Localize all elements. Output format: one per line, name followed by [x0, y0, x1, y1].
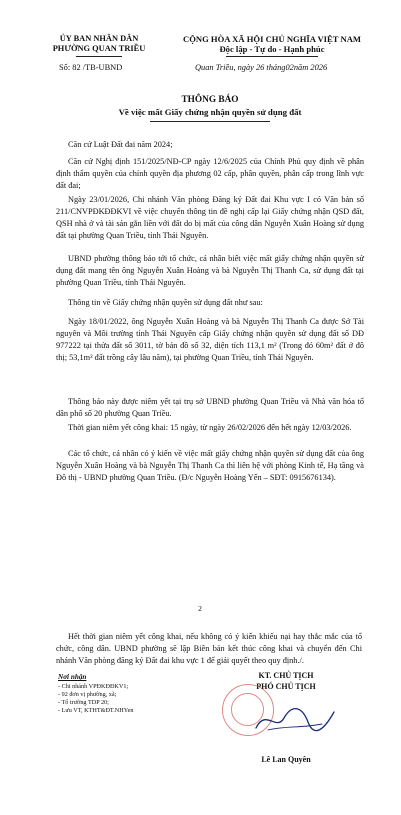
org-underline — [76, 56, 122, 57]
paragraph-posting-location: Thông báo này được niêm yết tại trụ sở UBND phường Quan Triều và Nhà văn hóa tổ dân phố số 20 phường Quan Triều. — [56, 397, 364, 418]
paragraph-posting-period: Thời gian niêm yết công khai: 15 ngày, từ ngày 26/02/2026 đến hết ngày 12/03/2026. — [68, 423, 352, 432]
document-date: Quan Triều, ngày 26 tháng02năm 2026 — [195, 63, 328, 72]
recipient-item: - Chi nhánh VPĐKĐĐKV1; — [58, 683, 129, 690]
paragraph-announcement: UBND phường thông báo tới tổ chức, cá nhân biết việc mất giấy chứng nhận quyền sử dụng đất mang tên ông Nguyễn Xuân Hoàng và bà Nguyễn Thị Thanh Ca, sử dụng đất tại phường Quan Triều, tỉnh Thái Nguyên. — [56, 254, 364, 287]
nation-line-2: Độc lập - Tự do - Hạnh phúc — [219, 44, 325, 54]
recipient-item: - Tổ trường TDP 20; — [58, 699, 109, 706]
paragraph-branch-letter: Ngày 23/01/2026, Chi nhánh Văn phòng Đăng ký Đất đai Khu vực I có Văn bản số 211/CNVPĐKĐĐKVI về việc chuyển thông tin đề nghị cấp lại Giấy chứng nhận QSD đất, QSH nhà ở và tài sản gắn liền với đất do bị mất của công dân Nguyễn Xuân Hoàng sử dụng đất tại phường Quan Triều, tỉnh Thái Nguyên. — [56, 195, 364, 240]
paragraph-legal-basis-1: Căn cứ Luật Đất đai năm 2024; — [68, 140, 173, 149]
nation-line-1: CỘNG HÒA XÃ HỘI CHỦ NGHĨA VIỆT NAM — [182, 34, 362, 44]
paragraph-certificate-details: Ngày 18/01/2022, ông Nguyễn Xuân Hoàng và bà Nguyễn Thị Thanh Ca được Sở Tài nguyên và Môi trường tỉnh Thái Nguyên cấp Giấy chứng nhận quyền sử dụng đất số DĐ 977222 tại thửa đất số 3011, tờ bản đồ số 32, diện tích 113,1 m² (Trong đó 60m² đất ở đô thị; 53,1m² đất trồng cây lâu năm), tại phường Quan Triều, tỉnh Thái Nguyên. — [56, 317, 364, 362]
page-number: 2 — [198, 604, 202, 613]
paragraph-info-heading: Thông tin về Giấy chứng nhận quyền sử dụng đất như sau: — [68, 298, 263, 307]
subtitle-underline — [150, 121, 270, 122]
signature-title-1: KT. CHỦ TỊCH — [258, 671, 314, 680]
org-line-2: PHƯỜNG QUAN TRIỀU — [52, 44, 146, 53]
recipients-label: Nơi nhận — [58, 673, 87, 681]
paragraph-closing: Hết thời gian niêm yết công khai, nếu không có ý kiến khiếu nại hay thắc mắc của tổ chức, công dân. UBND phường sẽ lập Biên bản kết thúc công khai và chuyển đến Chi nhánh Văn phòng đăng ký Đất đai khu vực 1 để giải quyết theo quy định./. — [56, 632, 362, 665]
handwritten-signature-icon — [250, 700, 340, 740]
signature-title-2: PHÓ CHỦ TỊCH — [256, 682, 316, 691]
recipients-list — [58, 683, 198, 715]
notice-subtitle: Về việc mất Giấy chứng nhận quyền sử dụng đất — [118, 107, 302, 117]
paragraph-legal-basis-2: Căn cứ Nghị định 151/2025/NĐ-CP ngày 12/6/2025 của Chính Phủ quy định về phân định thẩm quyền của chính quyền địa phương 02 cấp, phân quyền, phân cấp trong lĩnh vực đất đai; — [56, 157, 364, 190]
paragraph-contact: Các tổ chức, cá nhân có ý kiến về việc mất giấy chứng nhận quyền sử dụng đất của ông Nguyễn Xuân Hoàng và bà Nguyễn Thị Thanh Ca thì liên hệ với phòng Kinh tế, Hạ tầng và Đô thị - UBND phường Quan Triều. (Đ/c Nguyễn Hoàng Yến – SĐT: 0915676134). — [56, 449, 364, 482]
recipient-item: - 92 đơn vị phường, xã; — [58, 691, 117, 698]
recipient-item: - Lưu VT, KTHT&ĐT.NHYen — [58, 707, 134, 714]
org-line-1: ỦY BAN NHÂN DÂN — [59, 34, 139, 43]
notice-title: THÔNG BÁO — [181, 95, 239, 105]
nation-underline — [226, 56, 318, 57]
signer-name: Lê Lan Quyên — [261, 755, 311, 764]
document-number: Số: 82 /TB-UBND — [59, 63, 123, 72]
